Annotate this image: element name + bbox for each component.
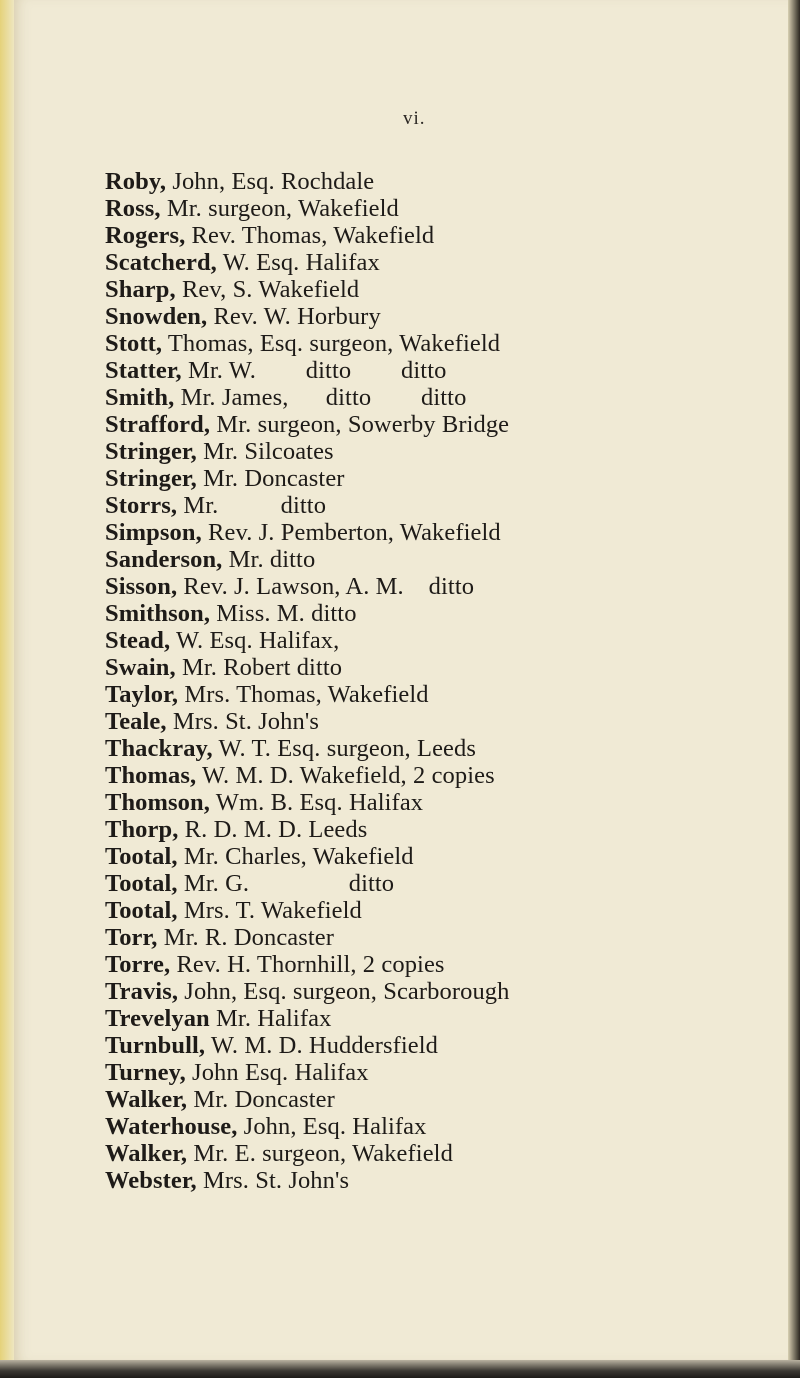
subscriber-entry xyxy=(105,276,665,303)
subscriber-surname: Taylor, xyxy=(105,681,179,708)
subscriber-entry xyxy=(105,168,665,195)
subscriber-entry xyxy=(105,978,665,1005)
subscriber-entry xyxy=(105,1032,665,1059)
subscriber-details: Mr. ditto xyxy=(177,492,327,519)
subscriber-entry xyxy=(105,249,665,276)
subscriber-surname: Scatcherd, xyxy=(105,249,217,276)
subscriber-details: Rev, S. Wakefield xyxy=(175,276,360,303)
subscriber-entry xyxy=(105,951,665,978)
subscriber-details: Mr. surgeon, Sowerby Bridge xyxy=(210,411,510,438)
page-gutter-left xyxy=(0,0,14,1378)
subscriber-details: Mr. R. Doncaster xyxy=(157,924,335,951)
subscriber-surname: Thomson, xyxy=(105,789,210,816)
subscriber-details: W. T. Esq. surgeon, Leeds xyxy=(212,735,477,762)
subscriber-entry xyxy=(105,627,665,654)
subscriber-details: Rev. J. Lawson, A. M. ditto xyxy=(177,573,475,600)
subscriber-surname: Webster, xyxy=(105,1167,197,1194)
subscriber-surname: Storrs, xyxy=(105,492,178,519)
subscriber-details: Rev. W. Horbury xyxy=(207,303,381,330)
subscriber-details: Mr. Doncaster xyxy=(187,1086,335,1113)
subscriber-surname: Sanderson, xyxy=(105,546,223,573)
subscriber-details: John, Esq. Rochdale xyxy=(166,168,375,195)
subscriber-details: Mr. James, ditto ditto xyxy=(174,384,467,411)
subscriber-entry xyxy=(105,222,665,249)
subscriber-surname: Stringer, xyxy=(105,438,197,465)
page-edge-bottom xyxy=(0,1360,800,1378)
subscriber-surname: Sharp, xyxy=(105,276,176,303)
subscriber-entry xyxy=(105,924,665,951)
subscriber-details: John, Esq. surgeon, Scarborough xyxy=(178,978,510,1005)
subscriber-entry xyxy=(105,438,665,465)
subscriber-details: W. Esq. Halifax, xyxy=(170,627,340,654)
subscriber-details: W. Esq. Halifax xyxy=(216,249,380,276)
subscriber-details: Mr. surgeon, Wakefield xyxy=(160,195,399,222)
subscriber-surname: Waterhouse, xyxy=(105,1113,238,1140)
subscriber-surname: Thorp, xyxy=(105,816,179,843)
subscriber-entry xyxy=(105,735,665,762)
subscriber-details: Rev. J. Pemberton, Wakefield xyxy=(201,519,501,546)
subscriber-details: Mr. Halifax xyxy=(209,1005,332,1032)
subscriber-surname: Tootal, xyxy=(105,897,178,924)
subscriber-surname: Teale, xyxy=(105,708,167,735)
subscriber-surname: Strafford, xyxy=(105,411,211,438)
subscriber-entry xyxy=(105,1167,665,1194)
subscriber-entry xyxy=(105,465,665,492)
subscriber-entry xyxy=(105,1005,665,1032)
subscriber-entry xyxy=(105,816,665,843)
subscriber-entry xyxy=(105,1113,665,1140)
subscriber-details: Mr. G. ditto xyxy=(177,870,395,897)
subscriber-entry xyxy=(105,843,665,870)
subscriber-details: Mr. ditto xyxy=(222,546,316,573)
subscriber-details: Rev. H. Thornhill, 2 copies xyxy=(170,951,445,978)
subscriber-details: John Esq. Halifax xyxy=(185,1059,369,1086)
subscriber-list xyxy=(105,168,665,1194)
subscriber-entry xyxy=(105,1086,665,1113)
subscriber-details: Mr. Doncaster xyxy=(196,465,345,492)
subscriber-details: Mr. W. ditto ditto xyxy=(181,357,447,384)
subscriber-details: W. M. D. Huddersfield xyxy=(205,1032,439,1059)
subscriber-surname: Statter, xyxy=(105,357,182,384)
subscriber-entry xyxy=(105,600,665,627)
subscriber-details: W. M. D. Wakefield, 2 copies xyxy=(196,762,495,789)
subscriber-surname: Turnbull, xyxy=(105,1032,206,1059)
subscriber-surname: Thomas, xyxy=(105,762,197,789)
page-edge-right xyxy=(788,0,800,1378)
subscriber-entry xyxy=(105,573,665,600)
subscriber-entry xyxy=(105,330,665,357)
subscriber-details: John, Esq. Halifax xyxy=(237,1113,427,1140)
subscriber-entry xyxy=(105,654,665,681)
subscriber-surname: Walker, xyxy=(105,1086,188,1113)
subscriber-details: Mrs. St. John's xyxy=(166,708,319,735)
subscriber-entry xyxy=(105,357,665,384)
subscriber-details: Mrs. St. John's xyxy=(196,1167,350,1194)
subscriber-entry xyxy=(105,492,665,519)
subscriber-entry xyxy=(105,870,665,897)
subscriber-entry xyxy=(105,789,665,816)
subscriber-surname: Snowden, xyxy=(105,303,208,330)
page-number: vi. xyxy=(403,108,426,129)
subscriber-details: Mrs. Thomas, Wakefield xyxy=(178,681,429,708)
subscriber-entry xyxy=(105,195,665,222)
subscriber-entry xyxy=(105,708,665,735)
subscriber-entry xyxy=(105,1059,665,1086)
subscriber-details: Wm. B. Esq. Halifax xyxy=(209,789,424,816)
subscriber-details: Mr. Silcoates xyxy=(196,438,334,465)
subscriber-surname: Turney, xyxy=(105,1059,186,1086)
subscriber-entry xyxy=(105,681,665,708)
subscriber-entry xyxy=(105,546,665,573)
subscriber-details: Rev. Thomas, Wakefield xyxy=(185,222,435,249)
subscriber-surname: Tootal, xyxy=(105,843,178,870)
subscriber-surname: Trevelyan xyxy=(105,1005,210,1032)
subscriber-details: Miss. M. ditto xyxy=(210,600,357,627)
subscriber-entry xyxy=(105,384,665,411)
subscriber-surname: Roby, xyxy=(105,168,167,195)
subscriber-entry xyxy=(105,303,665,330)
subscriber-entry xyxy=(105,519,665,546)
subscriber-surname: Walker, xyxy=(105,1140,188,1167)
subscriber-surname: Rogers, xyxy=(105,222,186,249)
subscriber-details: Mrs. T. Wakefield xyxy=(177,897,362,924)
subscriber-surname: Stead, xyxy=(105,627,171,654)
subscriber-details: R. D. M. D. Leeds xyxy=(178,816,368,843)
subscriber-entry xyxy=(105,897,665,924)
subscriber-surname: Stringer, xyxy=(105,465,197,492)
subscriber-surname: Torre, xyxy=(105,951,171,978)
subscriber-surname: Smithson, xyxy=(105,600,211,627)
subscriber-entry xyxy=(105,411,665,438)
subscriber-entry xyxy=(105,1140,665,1167)
subscriber-surname: Swain, xyxy=(105,654,176,681)
subscriber-surname: Tootal, xyxy=(105,870,178,897)
subscriber-surname: Travis, xyxy=(105,978,179,1005)
subscriber-details: Mr. Charles, Wakefield xyxy=(177,843,414,870)
subscriber-surname: Ross, xyxy=(105,195,161,222)
subscriber-surname: Smith, xyxy=(105,384,175,411)
subscriber-details: Thomas, Esq. surgeon, Wakefield xyxy=(162,330,501,357)
subscriber-surname: Thackray, xyxy=(105,735,213,762)
subscriber-surname: Simpson, xyxy=(105,519,202,546)
subscriber-entry xyxy=(105,762,665,789)
subscriber-surname: Sisson, xyxy=(105,573,178,600)
subscriber-surname: Torr, xyxy=(105,924,158,951)
subscriber-details: Mr. Robert ditto xyxy=(175,654,343,681)
subscriber-surname: Stott, xyxy=(105,330,163,357)
subscriber-details: Mr. E. surgeon, Wakefield xyxy=(187,1140,453,1167)
